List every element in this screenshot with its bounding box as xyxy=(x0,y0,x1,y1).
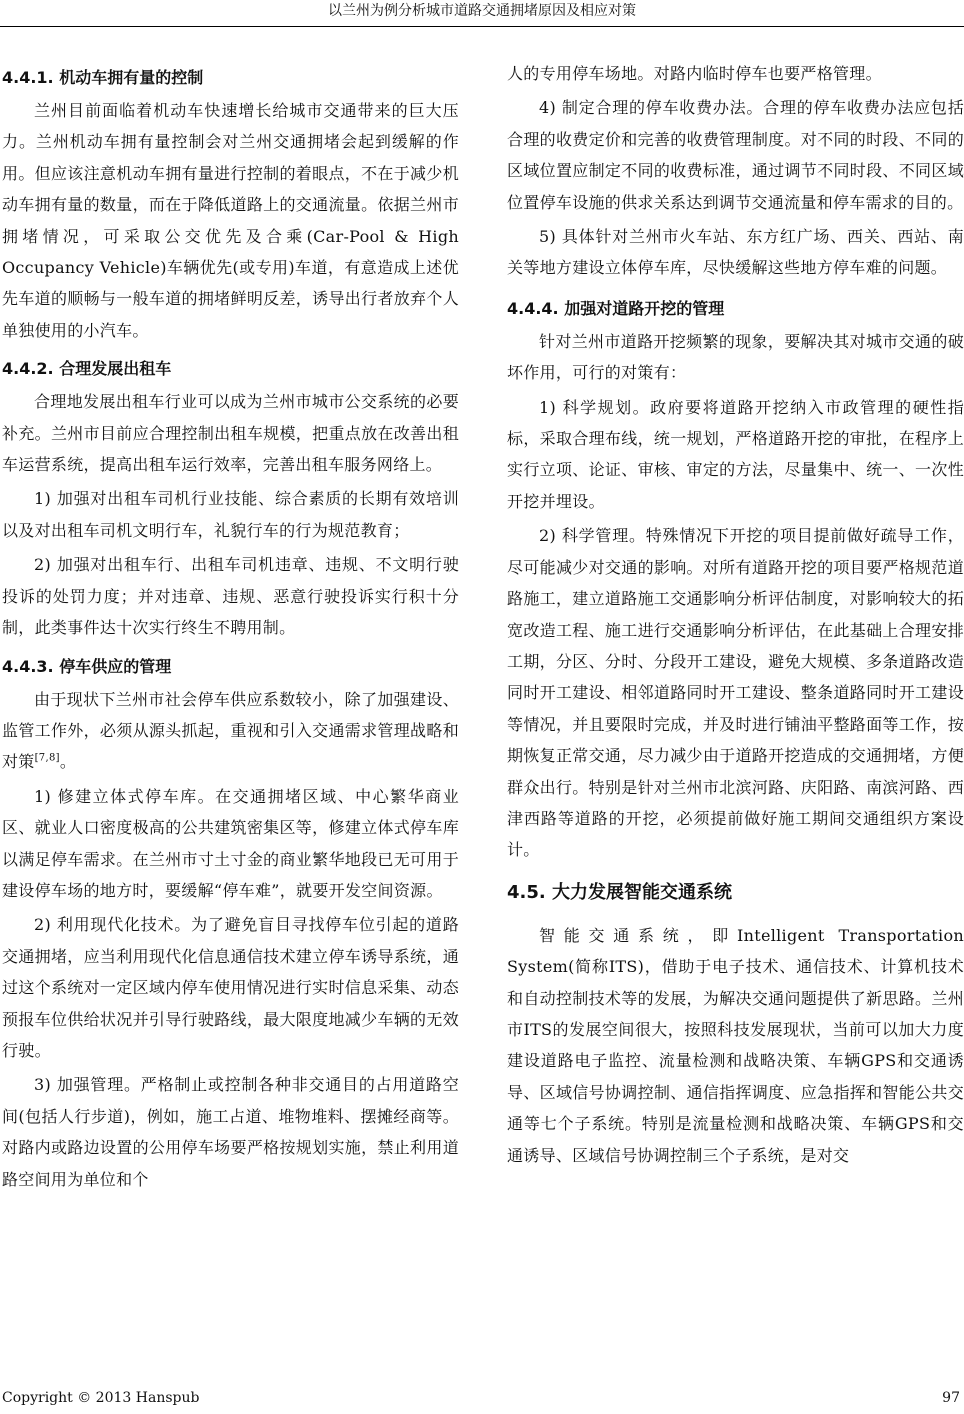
paragraph-continuation: 人的专用停车场地。对路内临时停车也要严格管理。 xyxy=(507,64,882,83)
heading-4-4-4: 4.4.4. 加强对道路开挖的管理 xyxy=(507,298,725,318)
heading-4-4-3: 4.4.3. 停车供应的管理 xyxy=(2,656,172,676)
heading-4-4-2: 4.4.2. 合理发展出租车 xyxy=(2,359,172,379)
paragraph-end: 。 xyxy=(59,752,77,772)
heading-4-5: 4.5. 大力发展智能交通系统 xyxy=(507,881,732,903)
list-item: 5) 具体针对兰州市火车站、东方红广场、西关、西站、南关等地方建设立体停车库，尽快缓解这些地方停车难的问题。 xyxy=(507,227,964,278)
list-item: 3) 加强管理。严格制止或控制各种非交通目的占用道路空间(包括人行步道)，例如，施工占道、堆物堆料、摆摊经商等。对路内或路边设置的公用停车场要严格按规划实施，禁止利用道路空间用为单位和个 xyxy=(2,1075,459,1189)
paragraph: 兰州目前面临着机动车快速增长给城市交通带来的巨大压力。兰州机动车拥有量控制会对兰州交通拥堵会起到缓解的作用。但应该注意机动车拥有量进行控制的着眼点，不在于减少机动车拥有量的数量，而在于降低道路上的交通流量。依据兰州市拥堵情况，可采取公交优先及合乘(Car-Pool & High Occupancy Vehicle)车辆优先(或专用)车道，有意造成上述优先车道的顺畅与一般车道的拥堵鲜明反差，诱导出行者放弃个人单独使用的小汽车。 xyxy=(2,101,459,340)
paragraph-text: 由于现状下兰州市社会停车供应系数较小，除了加强建设、监管工作外，必须从源头抓起，重视和引入交通需求管理战略和对策 xyxy=(2,689,459,772)
left-column xyxy=(2,58,459,1195)
paragraph xyxy=(2,684,459,778)
paragraph: 智能交通系统，即Intelligent Transportation System(简称ITS)，借助于电子技术、通信技术、计算机技术和自动控制技术等的发展，为解决交通问题提供了新思路。兰州市ITS的发展空间很大，按照科技发展现状，当前可以加大力度建设道路电子监控、流量检测和战略决策、车辆GPS和交通诱导、区域信号协调控制、通信指挥调度、应急指挥和智能公共交通等七个子系统。特别是流量检测和战略决策、车辆GPS和交通诱导、区域信号协调控制三个子系统，是对交 xyxy=(507,925,964,1165)
heading-4-4-1: 4.4.1. 机动车拥有量的控制 xyxy=(2,68,204,87)
list-item: 1) 科学规划。政府要将道路开挖纳入市政管理的硬性指标，采取合理布线，统一规划，严格道路开挖的审批，在程序上实行立项、论证、审核、审定的方法，尽量集中、统一、一次性开挖并埋设。 xyxy=(507,397,964,511)
page-number: 97 xyxy=(942,1390,960,1406)
list-item: 1) 加强对出租车司机行业技能、综合素质的长期有效培训以及对出租车司机文明行车，礼貌行车的行为规范教育； xyxy=(2,489,459,540)
list-item: 2) 加强对出租车行、出租车司机违章、违规、不文明行驶投诉的处罚力度；并对违章、违规、恶意行驶投诉实行积十分制，此类事件达十次实行终生不聘用制。 xyxy=(2,555,459,638)
citation: [7,8] xyxy=(34,752,60,764)
right-column xyxy=(507,58,964,1171)
header-rule xyxy=(0,26,964,27)
paragraph: 针对兰州市道路开挖频繁的现象，要解决其对城市交通的破坏作用，可行的对策有： xyxy=(507,331,964,383)
list-item: 2) 科学管理。特殊情况下开挖的项目提前做好疏导工作，尽可能减少对交通的影响。对所有道路开挖的项目要严格规范道路施工，建立道路施工交通影响分析评估制度，对影响较大的拓宽改造工程、施工进行交通影响分析评估，在此基础上合理安排工期，分区、分时、分段开工建设，避免大规模、多条道路改造同时开工建设、相邻道路同时开工建设、整条道路同时开工建设等情况，并且要限时完成，并及时进行铺油平整路面等工作，按期恢复正常交通，尽力减少由于道路开挖造成的交通拥堵，方便群众出行。特别是针对兰州市北滨河路、庆阳路、南滨河路、西津西路等道路的开挖，必须提前做好施工期间交通组织方案设计。 xyxy=(507,526,964,860)
running-header: 以兰州为例分析城市道路交通拥堵原因及相应对策 xyxy=(328,3,636,19)
list-item: 4) 制定合理的停车收费办法。合理的停车收费办法应包括合理的收费定价和完善的收费管理制度。对不同的时段、不同的区域位置应制定不同的收费标准，通过调节不同时段、不同区域位置停车设施的供求关系达到调节交通流量和停车需求的目的。 xyxy=(507,98,964,212)
list-item: 1) 修建立体式停车库。在交通拥堵区域、中心繁华商业区、就业人口密度极高的公共建筑密集区等，修建立体式停车库以满足停车需求。在兰州市寸土寸金的商业繁华地段已无可用于建设停车场的地方时，要缓解“停车难”，就要开发空间资源。 xyxy=(2,786,459,900)
list-item: 2) 利用现代化技术。为了避免盲目寻找停车位引起的道路交通拥堵，应当利用现代化信息通信技术建立停车诱导系统，通过这个系统对一定区域内停车使用情况进行实时信息采集、动态预报车位供给状况并引导行驶路线，最大限度地减少车辆的无效行驶。 xyxy=(2,915,459,1060)
paragraph: 合理地发展出租车行业可以成为兰州市城市公交系统的必要补充。兰州市目前应合理控制出租车规模，把重点放在改善出租车运营系统，提高出租车运行效率，完善出租车服务网络上。 xyxy=(2,392,459,475)
footer-copyright: Copyright © 2013 Hanspub xyxy=(2,1390,200,1406)
